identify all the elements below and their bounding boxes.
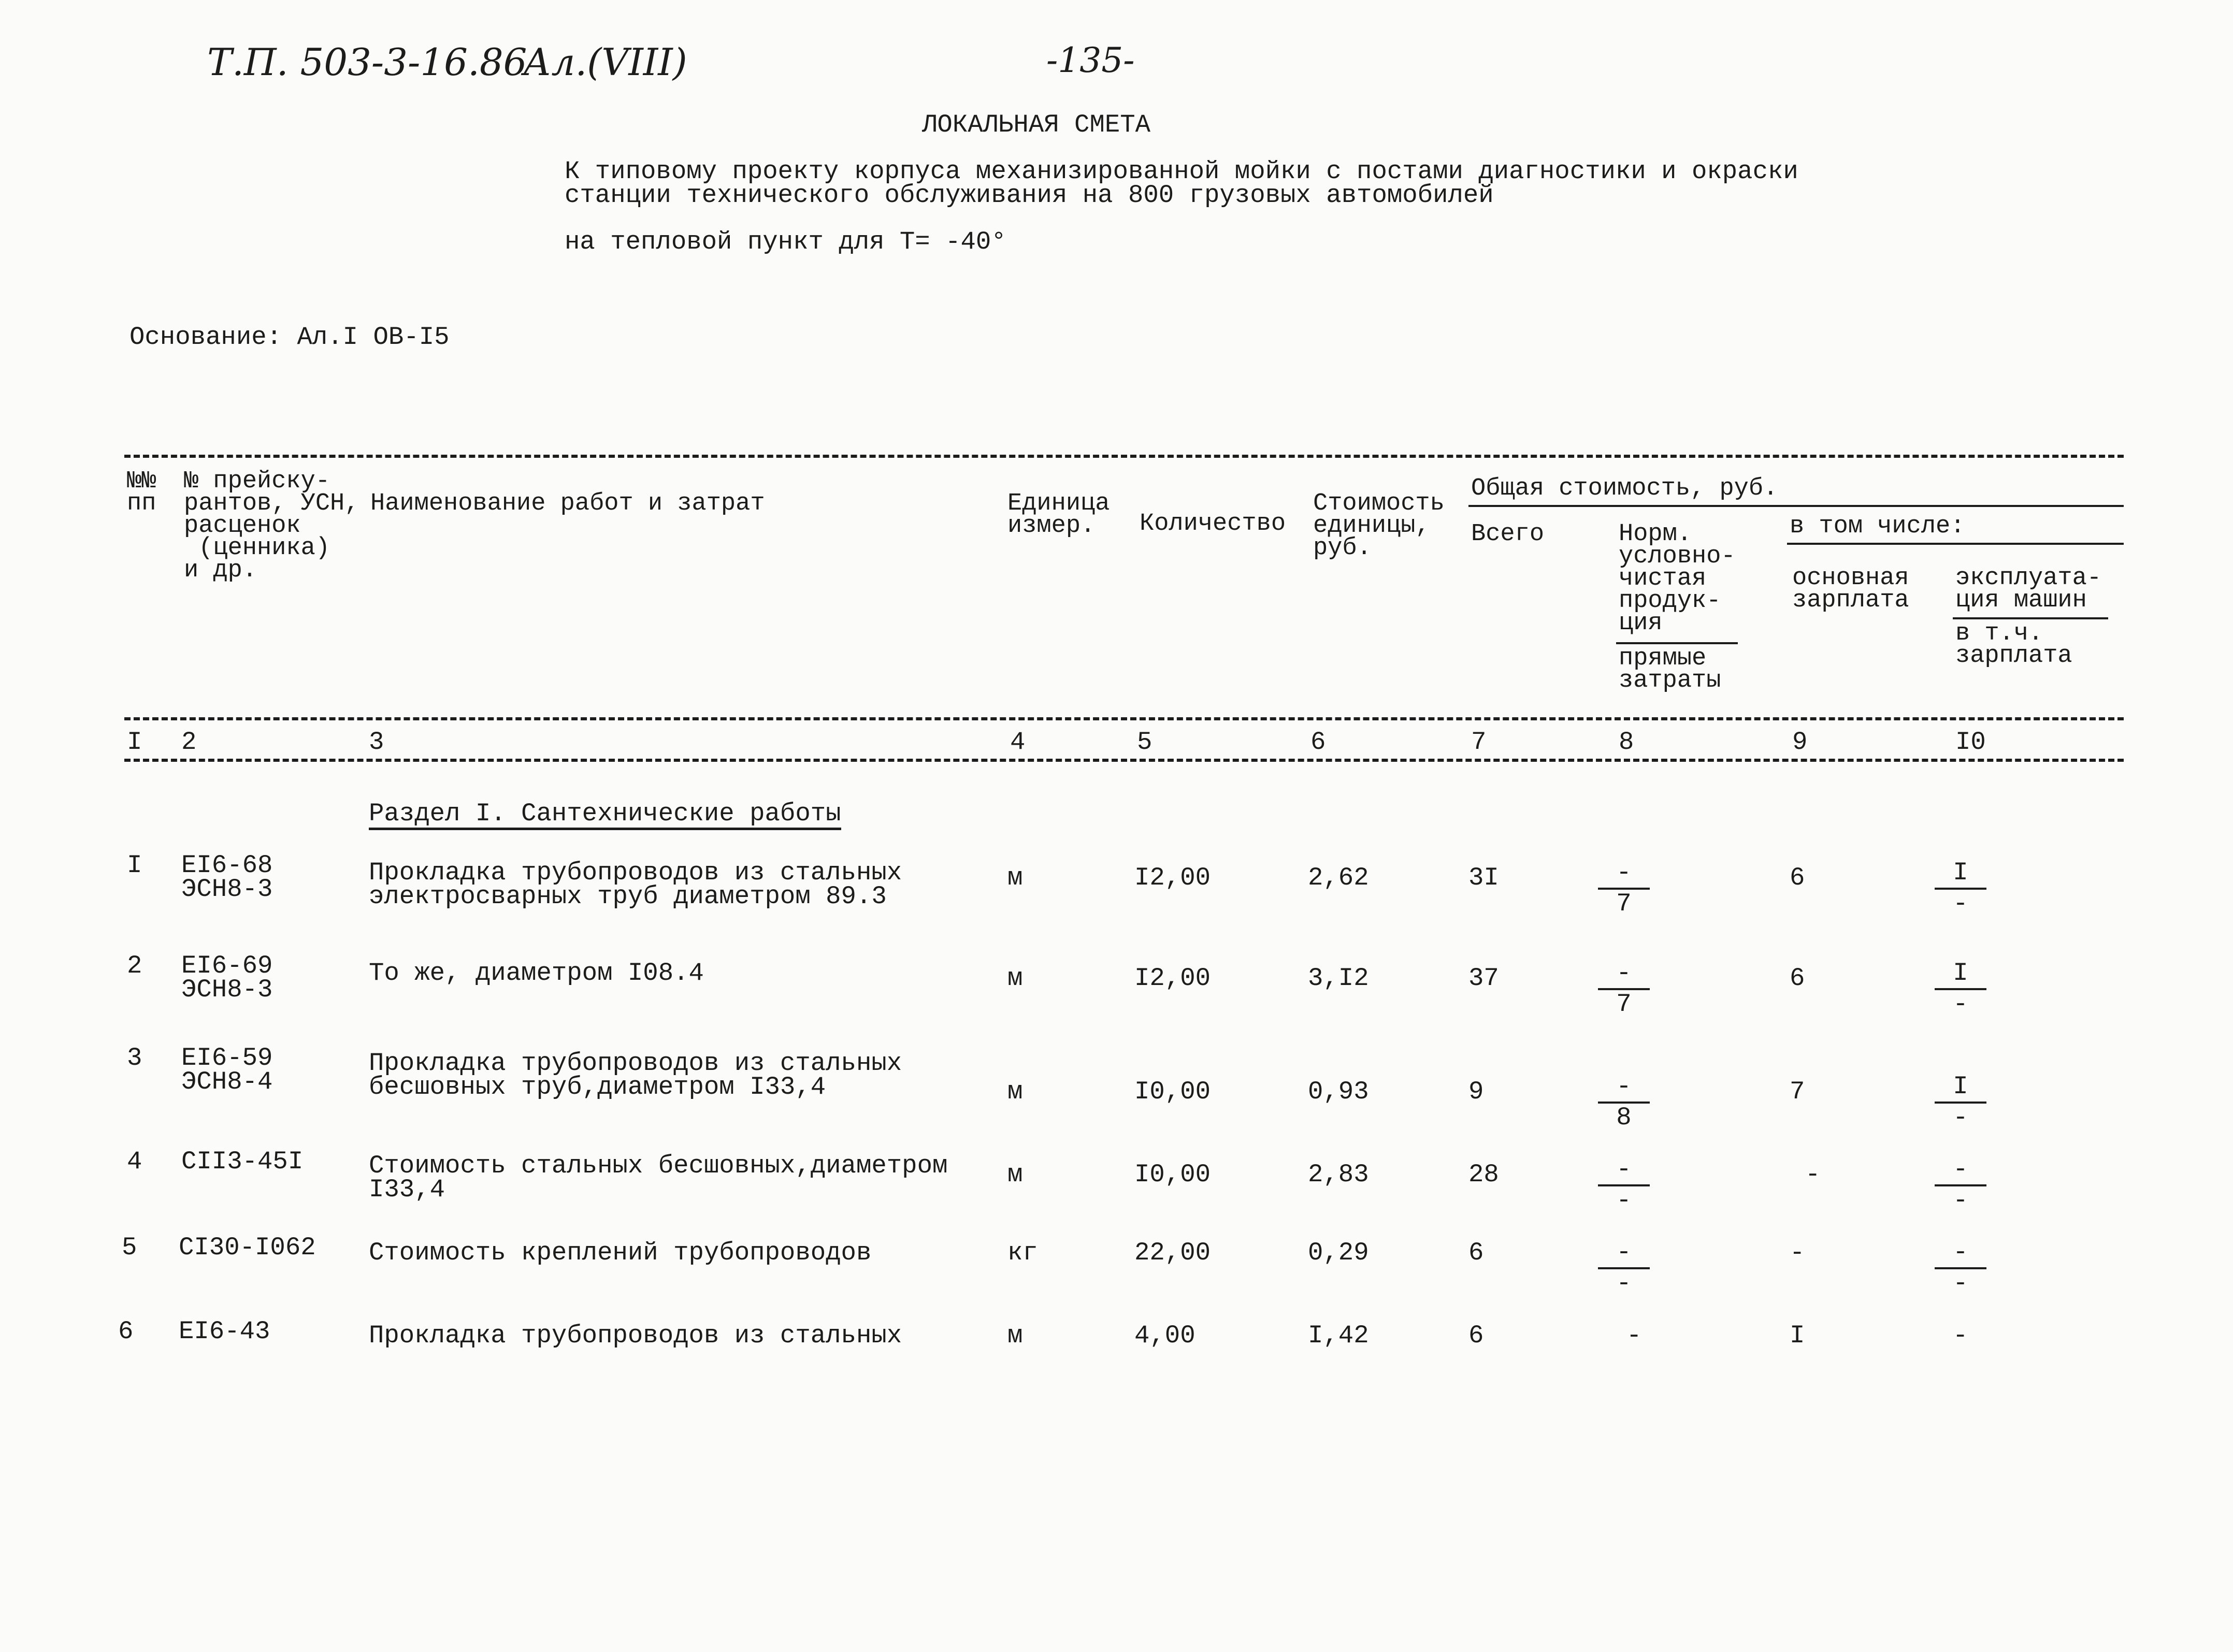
row-number: 6 <box>118 1317 134 1346</box>
machine-cost-fraction: I - <box>1935 1080 1986 1126</box>
colnum-9: 9 <box>1792 728 1808 757</box>
machine-cost: - <box>1953 1321 1968 1350</box>
unit: м <box>1007 1321 1023 1350</box>
total-cost: 37 <box>1468 964 1499 993</box>
base-wage: - <box>1790 1238 1805 1267</box>
colnum-rule <box>124 759 2124 762</box>
unit-price: 3,I2 <box>1308 964 1369 993</box>
base-wage: 6 <box>1790 863 1805 892</box>
colnum-2: 2 <box>181 728 197 757</box>
colnum-3: 3 <box>369 728 384 757</box>
norm-cost-fraction: - - <box>1598 1245 1650 1292</box>
machine-cost-fraction: I - <box>1935 966 1986 1013</box>
col4-header: Единица измер. <box>1007 490 1110 540</box>
quantity: I0,00 <box>1134 1077 1211 1106</box>
row-number: 5 <box>122 1233 137 1262</box>
quantity: I0,00 <box>1134 1160 1211 1189</box>
unit: м <box>1007 964 1023 993</box>
norm-cost-fraction: - - <box>1598 1163 1650 1209</box>
col10-header-rule <box>1953 617 2108 619</box>
quantity: I2,00 <box>1134 964 1211 993</box>
col10-header-bottom: в т.ч. зарплата <box>1955 620 2072 670</box>
unit: м <box>1007 1160 1023 1189</box>
document-reference: Т.П. 503-3-16.86 <box>207 40 527 84</box>
machine-cost-fraction: - - <box>1935 1163 1986 1209</box>
col6-header: Стоимость единицы, руб. <box>1313 490 1445 562</box>
header-top-rule <box>124 455 2124 458</box>
total-cost: 6 <box>1468 1238 1484 1267</box>
document-title: ЛОКАЛЬНАЯ СМЕТА <box>922 110 1151 139</box>
price-code: ЕI6-59 ЭСН8-4 <box>181 1044 273 1096</box>
colnum-7: 7 <box>1471 728 1487 757</box>
col3-header: Наименование работ и затрат <box>370 490 765 517</box>
unit: кг <box>1007 1238 1038 1267</box>
col7-header: Всего <box>1471 520 1545 548</box>
base-wage: 7 <box>1790 1077 1805 1106</box>
subgroup-header: в том числе: <box>1790 513 1965 540</box>
subgroup-header-rule <box>1787 543 2124 545</box>
price-code: СII3-45I <box>181 1147 304 1176</box>
estimate-subject: на тепловой пункт для Т= -40° <box>565 227 1006 256</box>
album-reference: Ал.(VIII) <box>523 40 687 84</box>
unit-price: 2,83 <box>1308 1160 1369 1189</box>
subtitle-line-2: станции технического обслуживания на 800 грузовых автомобилей <box>565 181 1494 210</box>
colnum-10: I0 <box>1955 728 1986 757</box>
quantity: 22,00 <box>1134 1238 1211 1267</box>
quantity: I2,00 <box>1134 863 1211 892</box>
colnum-6: 6 <box>1310 728 1326 757</box>
group-header-rule <box>1468 505 2124 507</box>
col8-header-top: Норм. условно- чистая продук- ция <box>1619 520 1736 637</box>
work-name: Прокладка трубопроводов из стальных электросварных труб диаметром 89.3 <box>369 858 902 911</box>
section-heading: Раздел I. Сантехнические работы <box>369 802 841 830</box>
col9-header: основная зарплата <box>1792 564 1909 614</box>
colnum-4: 4 <box>1010 728 1026 757</box>
unit-price: 0,29 <box>1308 1238 1369 1267</box>
work-name: Прокладка трубопроводов из стальных бесшовных труб,диаметром I33,4 <box>369 1049 902 1102</box>
base-wage: I <box>1790 1321 1805 1350</box>
work-name: Прокладка трубопроводов из стальных <box>369 1321 902 1350</box>
row-number: I <box>127 851 142 880</box>
total-cost: 6 <box>1468 1321 1484 1350</box>
base-wage: - <box>1805 1160 1821 1189</box>
norm-cost-fraction: - 8 <box>1598 1080 1650 1126</box>
col2-header: № прейску- рантов, УСН, расценок (ценника) и др. <box>184 468 359 584</box>
col1-header: №№ пп <box>127 468 156 517</box>
price-code: ЕI6-43 <box>179 1317 270 1346</box>
work-name: То же, диаметром I08.4 <box>369 959 704 988</box>
unit: м <box>1007 1077 1023 1106</box>
row-number: 3 <box>127 1044 142 1073</box>
col5-header: Количество <box>1140 510 1286 538</box>
machine-cost-fraction: - - <box>1935 1245 1986 1292</box>
colnum-5: 5 <box>1137 728 1152 757</box>
total-cost: 9 <box>1468 1077 1484 1106</box>
norm-cost: - <box>1626 1321 1642 1350</box>
work-name: Стоимость стальных бесшовных,диаметром I33,4 <box>369 1151 948 1204</box>
row-number: 4 <box>127 1147 142 1176</box>
unit: м <box>1007 863 1023 892</box>
total-cost-group-header: Общая стоимость, руб. <box>1471 475 1778 502</box>
price-code: СI30-I062 <box>179 1233 316 1262</box>
norm-cost-fraction: - 7 <box>1598 866 1650 912</box>
unit-price: 2,62 <box>1308 863 1369 892</box>
col10-header-top: эксплуата- ция машин <box>1955 564 2102 614</box>
quantity: 4,00 <box>1134 1321 1195 1350</box>
machine-cost-fraction: I - <box>1935 866 1986 912</box>
price-code: ЕI6-69 ЭСН8-3 <box>181 951 273 1004</box>
header-bottom-rule <box>124 717 2124 720</box>
estimate-basis: Основание: Ал.I ОВ-I5 <box>129 323 450 352</box>
subtitle-line-1: К типовому проекту корпуса механизированной мойки с постами диагностики и окраски <box>565 157 1798 186</box>
col8-header-rule <box>1616 642 1738 644</box>
unit-price: I,42 <box>1308 1321 1369 1350</box>
work-name: Стоимость креплений трубопроводов <box>369 1238 872 1267</box>
price-code: ЕI6-68 ЭСН8-3 <box>181 851 273 904</box>
unit-price: 0,93 <box>1308 1077 1369 1106</box>
norm-cost-fraction: - 7 <box>1598 966 1650 1013</box>
total-cost: 28 <box>1468 1160 1499 1189</box>
base-wage: 6 <box>1790 964 1805 993</box>
colnum-8: 8 <box>1619 728 1634 757</box>
col8-header-bottom: прямые затраты <box>1619 645 1721 694</box>
total-cost: 3I <box>1468 863 1499 892</box>
page-number: -135- <box>1046 40 1135 80</box>
row-number: 2 <box>127 951 142 980</box>
colnum-1: I <box>127 728 142 757</box>
